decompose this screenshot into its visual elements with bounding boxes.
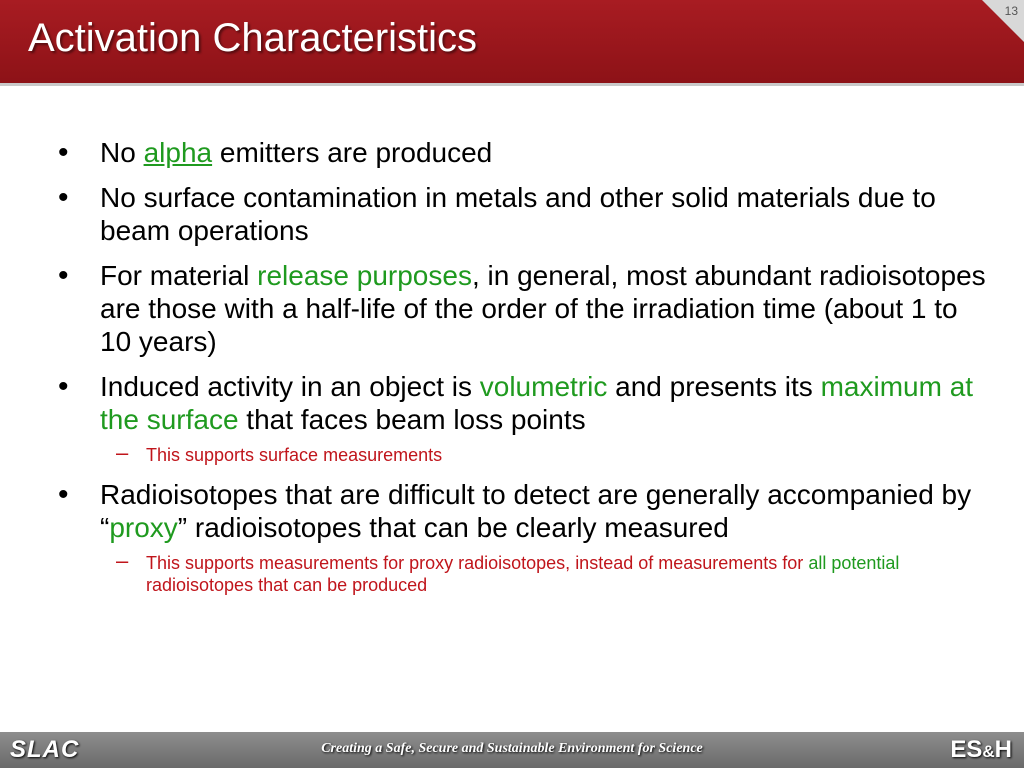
bullet-text: ” radioisotopes that can be clearly measured (177, 512, 729, 543)
bullet-item (58, 259, 994, 358)
bullet-dot: • (58, 181, 69, 214)
page-number: 13 (1004, 4, 1018, 18)
bullet-text: that faces beam loss points (238, 404, 586, 435)
sub-bullet-dash: – (116, 548, 129, 573)
bullet-item (58, 136, 994, 169)
emphasis-text: volumetric (479, 371, 608, 402)
emphasis-text: release purposes (257, 260, 472, 291)
bullet-text: Radioisotopes that are difficult to detect are generally accompanied by “ (100, 479, 972, 543)
esh-logo (950, 736, 1012, 764)
title-bar (0, 0, 1024, 86)
emphasis-text: proxy (109, 512, 178, 543)
sub-bullet-text: This supports measurements for proxy radioisotopes, instead of measurements for (146, 553, 809, 573)
bullet-dot: • (58, 259, 69, 292)
esh-logo-amp: & (982, 742, 995, 761)
sub-bullet-dash: – (116, 440, 129, 465)
bullet-text: No surface contamination in metals and other solid materials due to beam operations (100, 182, 936, 246)
emphasis-text: maximum at the surface (100, 371, 974, 435)
sub-bullet-text: radioisotopes that can be produced (146, 575, 428, 595)
footer-bar (0, 732, 1024, 768)
bullet-text: For material (100, 260, 258, 291)
bullet-item (58, 181, 994, 247)
bullet-dot: • (58, 478, 69, 511)
bullet-text: Induced activity in an object is (100, 371, 480, 402)
sub-bullet-item (58, 440, 994, 466)
slac-logo: SLAC (10, 736, 80, 763)
emphasis-text: all potential (808, 553, 900, 573)
bullet-text: and presents its (607, 371, 821, 402)
sub-bullet-item (58, 548, 994, 596)
bullet-dot: • (58, 136, 69, 169)
bullet-text: , in general, most abundant radioisotopes are those with a half-life of the order of the irradiation time (about 1 to 10 years) (100, 260, 986, 357)
bullet-dot: • (58, 370, 69, 403)
alpha-link[interactable]: alpha (143, 137, 213, 168)
bullet-list (58, 136, 994, 608)
esh-logo-part: ES (950, 736, 983, 763)
bullet-item (58, 370, 994, 436)
bullet-text: emitters are produced (212, 137, 493, 168)
footer-tagline: Creating a Safe, Secure and Sustainable Environment for Science (321, 741, 703, 756)
bullet-text: No (100, 137, 144, 168)
slide-title: Activation Characteristics (28, 16, 478, 60)
bullet-item (58, 478, 994, 544)
sub-bullet-text: This supports surface measurements (146, 445, 443, 465)
esh-logo-part: H (994, 736, 1012, 763)
